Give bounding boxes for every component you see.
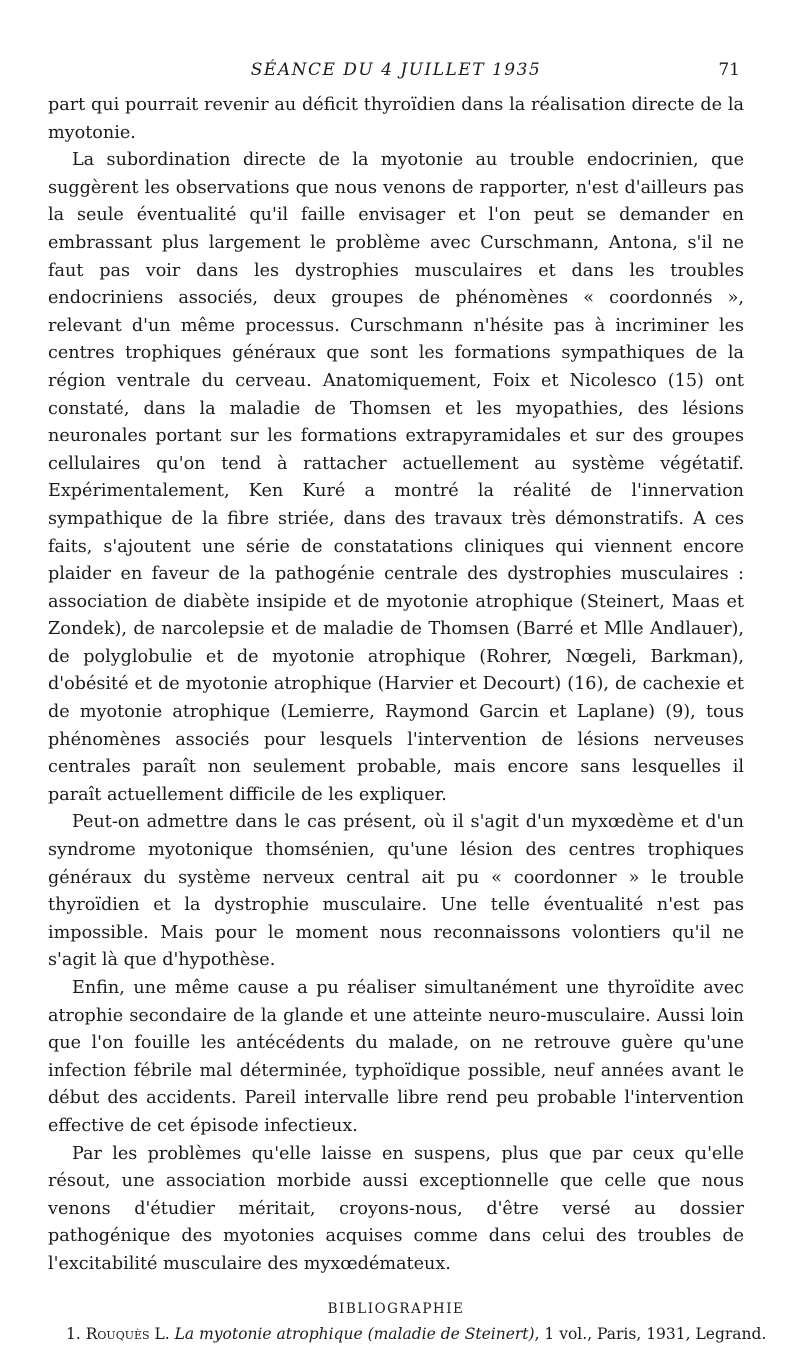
entry-author: Rouquès L. <box>85 1324 170 1343</box>
paragraph-1: part qui pourrait revenir au déficit thyroïdien dans la réalisation directe de la myotonie. <box>48 95 744 143</box>
page-number: 71 <box>718 60 740 80</box>
running-head <box>48 58 744 88</box>
entry-details: , 1 vol., Paris, 1931, Legrand. <box>534 1324 767 1343</box>
document-page <box>48 58 767 1345</box>
entry-number: 1. <box>66 1324 81 1343</box>
bibliography-heading: BIBLIOGRAPHIE <box>327 1300 465 1317</box>
entry-title: La myotonie atrophique (maladie de Steinert) <box>174 1324 535 1343</box>
paragraph-4: Enfin, une même cause a pu réaliser simultanément une thyroïdite avec atrophie secondaire de la glande et une atteinte neuro-musculaire. Aussi loin que l'on fouille les antécédents du malade, on ne retrouve guère qu'une infection fébrile mal déterminée, typhoïdique possible, neuf années avant le début des accidents. Pareil intervalle libre rend peu probable l'intervention effective de cet épisode infectieux. <box>48 978 744 1136</box>
paragraph-3: Peut-on admettre dans le cas présent, où il s'agit d'un myxœdème et d'un syndrome myotonique thomsénien, qu'une lésion des centres trophiques généraux du système nerveux central ait pu « coordonner » le trouble thyroïdien et la dystrophie musculaire. Une telle éventualité n'est pas impossible. Mais pour le moment nous reconnaissons volontiers qu'il ne s'agit là que d'hypothèse. <box>48 812 744 971</box>
body-text <box>48 92 744 1279</box>
paragraph-2: La subordination directe de la myotonie au trouble endocrinien, que suggèrent les observations que nous venons de rapporter, n'est d'ailleurs pas la seule éventualité qu'il faille envisager et l'on peut se demander en embrassant plus largement le problème avec Curschmann, Antona, s'il ne faut pas voir dans les dystrophies musculaires et dans les troubles endocriniens associés, deux groupes de phénomènes « coordonnés », relevant d'un même processus. Curschmann n'hésite pas à incriminer les centres trophiques généraux que sont les formations sympathiques de la région ventrale du cerveau. Anatomiquement, Foix et Nicolesco (15) ont constaté, dans la maladie de Thomsen et les myopathies, des lésions neuronales portant sur les formations extrapyramidales et sur des groupes cellulaires qu'on tend à rattacher actuellement au système végétatif. Expérimentalement, Ken Kuré a montré la réalité de l'innervation sympathique de la fibre striée, dans des travaux très démonstratifs. A ces faits, s'ajoutent une série de constatations cliniques qui viennent encore plaider en faveur de la pathogénie centrale des dystrophies musculaires : association de diabète insipide et de myotonie atrophique (Steinert, Maas et Zondek), de narcolepsie et de maladie de Thomsen (Barré et Mlle Andlauer), de polyglobulie et de myotonie atrophique (Rohrer, Nœgeli, Barkman), d'obésité et de myotonie atrophique (Harvier et Decourt) (16), de cachexie et de myotonie atrophique (Lemierre, Raymond Garcin et Laplane) (9), tous phénomènes associés pour lesquels l'intervention de lésions nerveuses centrales paraît non seulement probable, mais encore sans lesquelles il paraît actuellement difficile de les expliquer. <box>48 150 744 805</box>
running-title: SÉANCE DU 4 JUILLET 1935 <box>250 60 542 80</box>
bibliography-entry <box>48 1323 767 1345</box>
paragraph-5: Par les problèmes qu'elle laisse en suspens, plus que par ceux qu'elle résout, une association morbide aussi exceptionnelle que celle que nous venons d'étudier méritait, croyons-nous, d'être versé au dossier pathogénique des myotonies acquises comme dans celui des troubles de l'excitabilité musculaire des myxœdémateux. <box>48 1143 744 1274</box>
